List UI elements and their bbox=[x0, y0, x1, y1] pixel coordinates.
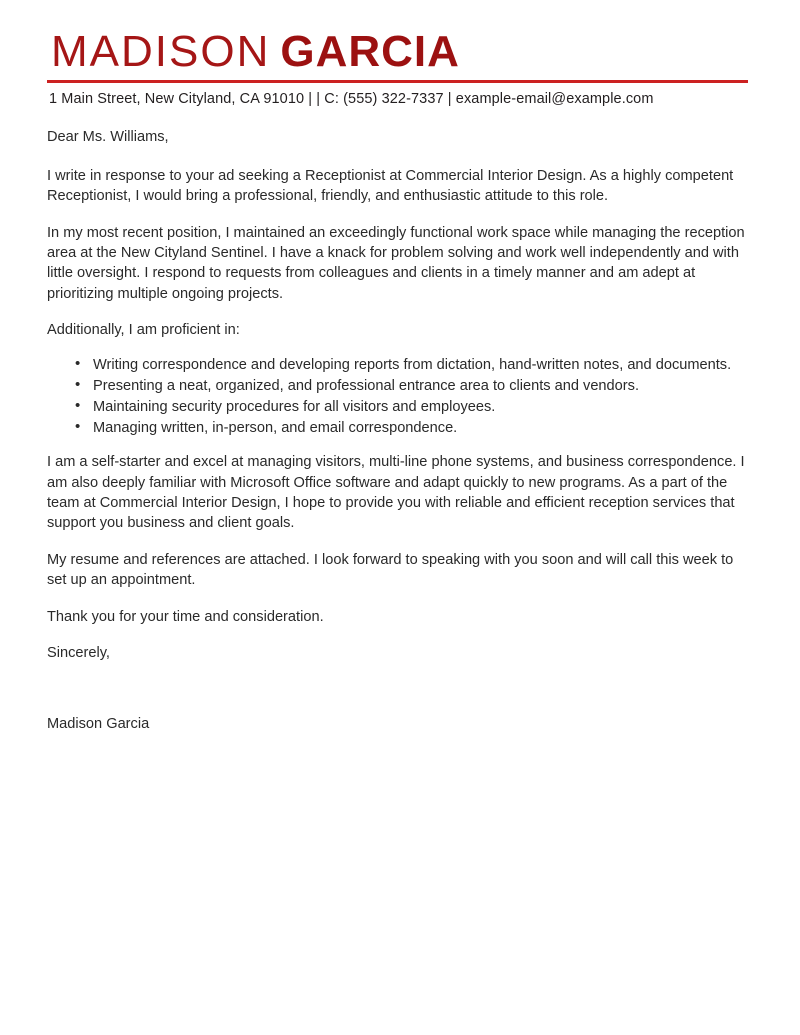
contact-info: 1 Main Street, New Cityland, CA 91010 | | C: (555) 322-7337 | example-email@example.com bbox=[49, 91, 654, 107]
applicant-name bbox=[51, 27, 748, 76]
list-item: • Maintaining security procedures for all visitors and employees. bbox=[47, 397, 748, 417]
skills-list bbox=[47, 355, 748, 439]
closing: Sincerely, bbox=[47, 645, 110, 662]
paragraph-4: My resume and references are attached. I look forward to speaking with you soon and will call this week to set up an appointment. bbox=[47, 551, 734, 589]
letter-sheet bbox=[47, 27, 748, 734]
last-name: GARCIA bbox=[280, 27, 460, 76]
skills-intro: Additionally, I am proficient in: bbox=[47, 322, 240, 339]
signature-name: Madison Garcia bbox=[47, 715, 150, 732]
list-item: • Presenting a neat, organized, and professional entrance area to clients and vendors. bbox=[47, 376, 748, 396]
list-item: • Writing correspondence and developing reports from dictation, hand-written notes, and documents. bbox=[47, 355, 748, 375]
letter-body bbox=[47, 127, 748, 734]
paragraph-2: In my most recent position, I maintained an exceedingly functional work space while managing the reception area at the New Cityland Sentinel. I have a knack for problem solving and work well independently and with little oversight. I respond to requests from colleagues and clients in a timely manner and am adept at prioritizing multiple ongoing projects. bbox=[47, 224, 745, 302]
header-divider bbox=[47, 80, 748, 83]
first-name: MADISON bbox=[51, 27, 271, 76]
salutation: Dear Ms. Williams, bbox=[47, 129, 169, 146]
list-item: • Managing written, in-person, and email correspondence. bbox=[47, 418, 748, 438]
paragraph-1: I write in response to your ad seeking a Receptionist at Commercial Interior Design. As a highly competent Receptionist, I would bring a professional, friendly, and enthusiastic attitude to this role. bbox=[47, 167, 734, 205]
paragraph-3: I am a self-starter and excel at managing visitors, multi-line phone systems, and business correspondence. I am also deeply familiar with Microsoft Office software and adapt quickly to new programs. As a part of the team at Commercial Interior Design, I hope to provide you with reliable and efficient reception services that support you business and client goals. bbox=[47, 454, 745, 532]
letterhead bbox=[47, 27, 748, 109]
paragraph-5: Thank you for your time and consideration. bbox=[47, 608, 324, 625]
signature-space bbox=[47, 680, 748, 714]
